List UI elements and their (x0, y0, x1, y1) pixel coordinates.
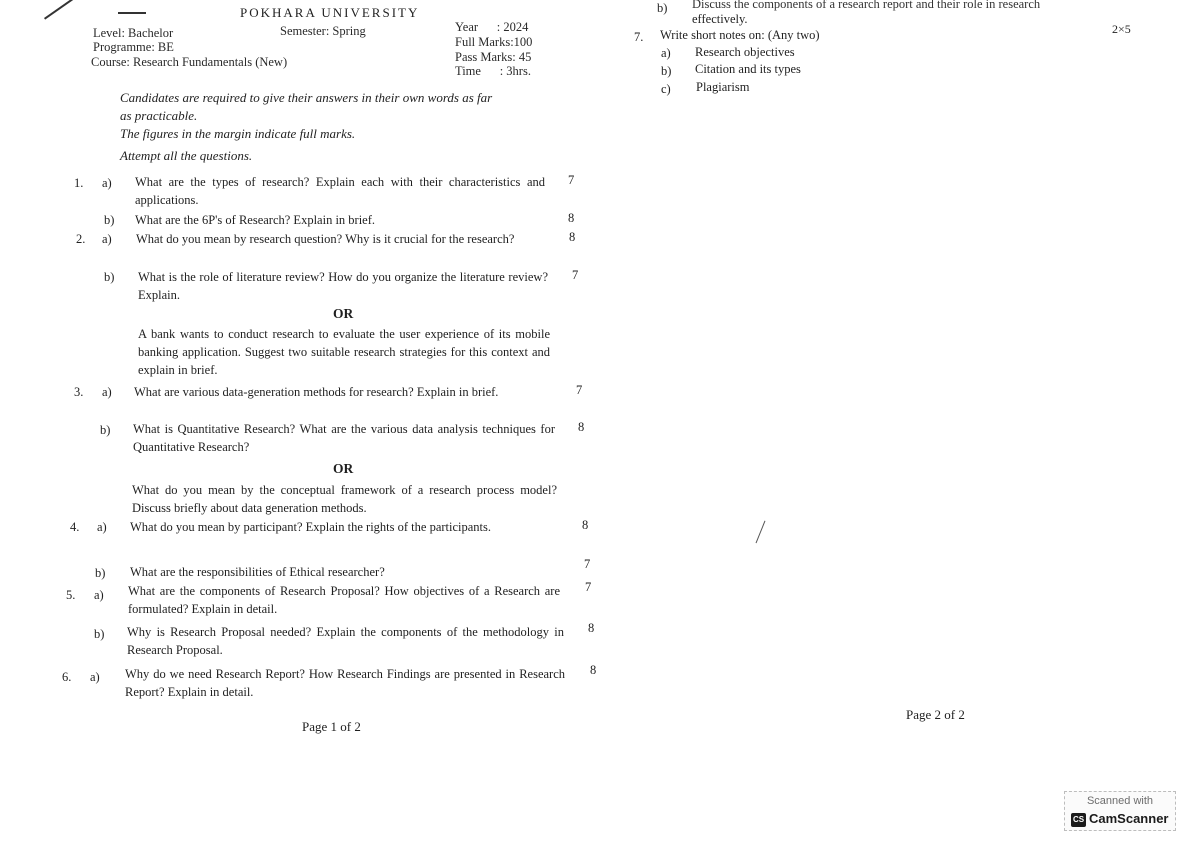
question-text: What do you mean by the conceptual framework of a research process model? Discuss briefly about data generation methods. (132, 483, 557, 515)
note-item-label: a) (661, 46, 671, 60)
pen-stroke (118, 12, 146, 14)
page-footer: Page 2 of 2 (906, 707, 965, 722)
question-marks: 8 (582, 518, 589, 532)
or-separator: OR (333, 306, 354, 321)
subquestion-label: b) (100, 423, 111, 437)
instruction-line: Candidates are required to give their answers in their own words as far (120, 90, 493, 105)
level-label: Level: Bachelor (93, 26, 174, 40)
watermark-caption: Scanned with (1086, 795, 1154, 807)
question-text: Why do we need Research Report? How Research Findings are presented in Research Report? Explain in detail. (125, 667, 565, 699)
instruction-line: Attempt all the questions. (120, 148, 253, 163)
question-text: What are the responsibilities of Ethical researcher? (130, 565, 385, 579)
question-text: What are various data-generation methods for research? Explain in brief. (134, 385, 499, 399)
camscanner-logo-icon: CS (1071, 813, 1086, 827)
question-marks: 7 (568, 173, 575, 187)
instruction-line: The figures in the margin indicate full marks. (120, 126, 356, 141)
subquestion-label: a) (90, 670, 100, 684)
time-label: Time : 3hrs. (455, 64, 531, 78)
question-number: 1. (74, 176, 84, 190)
question-text: What are the 6P's of Research? Explain in brief. (135, 213, 376, 227)
subquestion-label: a) (97, 520, 107, 534)
question-marks: 7 (585, 580, 592, 594)
question-number: 2. (76, 232, 86, 246)
note-item-text: Citation and its types (695, 62, 801, 76)
subquestion-label: b) (657, 1, 668, 15)
subquestion-label: b) (95, 566, 106, 580)
subquestion-label: a) (94, 588, 104, 602)
question-marks: 8 (588, 621, 595, 635)
question-text: effectively. (692, 12, 748, 26)
pass-marks-label: Pass Marks: 45 (455, 50, 532, 64)
question-number: 6. (62, 670, 72, 684)
subquestion-label: a) (102, 176, 112, 190)
programme-label: Programme: BE (93, 40, 174, 54)
note-item-text: Plagiarism (696, 80, 750, 94)
question-text: What are the components of Research Proposal? How objectives of a Research are formulated? Explain in detail. (128, 584, 560, 616)
question-number: 4. (70, 520, 80, 534)
question-text: What is Quantitative Research? What are the various data analysis techniques for Quantitative Research? (133, 422, 555, 454)
question-number: 7. (634, 30, 644, 44)
question-text: What do you mean by research question? Why is it crucial for the research? (136, 232, 515, 246)
question-text: What do you mean by participant? Explain the rights of the participants. (130, 520, 492, 534)
question-text: What are the types of research? Explain each with their characteristics and applications. (135, 175, 545, 207)
semester-label: Semester: Spring (280, 24, 366, 38)
note-item-label: c) (661, 82, 671, 96)
subquestion-label: b) (104, 270, 115, 284)
question-marks: 8 (590, 663, 597, 677)
year-label: Year : 2024 (455, 20, 529, 34)
watermark-brand: CamScanner (1089, 811, 1169, 826)
question-marks: 7 (576, 383, 583, 397)
camscanner-watermark (1064, 791, 1176, 831)
question-text: Discuss the components of a research report and their role in research (692, 0, 1041, 11)
question-marks: 8 (578, 420, 585, 434)
note-item-label: b) (661, 64, 672, 78)
subquestion-label: b) (94, 627, 105, 641)
question-text: Why is Research Proposal needed? Explain the components of the methodology in Research Proposal. (127, 625, 564, 657)
instruction-line: as practicable. (120, 108, 198, 123)
or-separator: OR (333, 461, 354, 476)
university-name: POKHARA UNIVERSITY (240, 5, 420, 20)
question-marks: 8 (568, 211, 575, 225)
subquestion-label: b) (104, 213, 115, 227)
subquestion-label: a) (102, 385, 112, 399)
question-number: 5. (66, 588, 76, 602)
question-text: A bank wants to conduct research to evaluate the user experience of its mobile banking application. Suggest two suitable research strategies for this context and explain in brief. (138, 327, 550, 377)
question-marks: 7 (584, 557, 591, 571)
question-marks: 2×5 (1112, 22, 1131, 36)
question-number: 3. (74, 385, 84, 399)
question-marks: 8 (569, 230, 576, 244)
subquestion-label: a) (102, 232, 112, 246)
note-item-text: Research objectives (695, 45, 795, 59)
page-footer: Page 1 of 2 (302, 719, 361, 734)
pen-stroke (44, 0, 94, 19)
course-label: Course: Research Fundamentals (New) (91, 55, 288, 69)
question-marks: 7 (572, 268, 579, 282)
question-text: Write short notes on: (Any two) (660, 28, 820, 42)
question-text: What is the role of literature review? How do you organize the literature review? Explain. (138, 270, 548, 302)
full-marks-label: Full Marks:100 (455, 35, 533, 49)
pen-stroke (756, 521, 766, 544)
